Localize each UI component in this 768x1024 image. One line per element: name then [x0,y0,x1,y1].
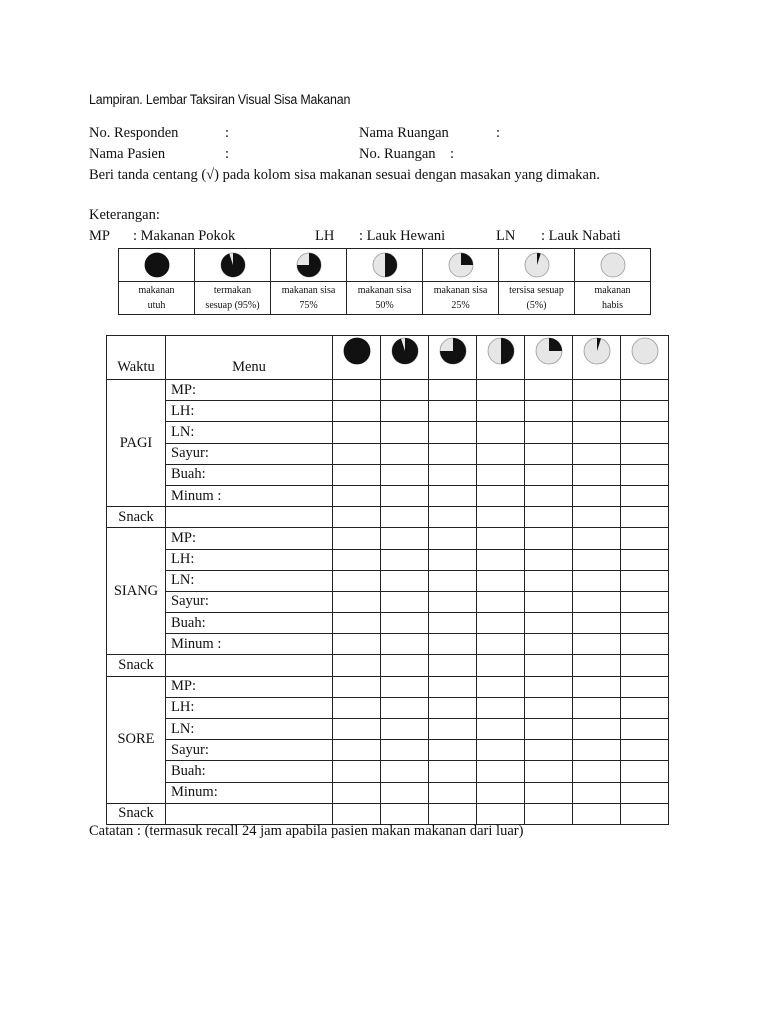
head-portion-cell [477,336,525,380]
checkbox-cell[interactable] [429,485,477,506]
checkbox-cell[interactable] [381,782,429,803]
checkbox-cell[interactable] [381,528,429,549]
checkbox-cell[interactable] [573,422,621,443]
checkbox-cell[interactable] [621,676,669,697]
lh-code: LH [315,228,335,244]
ln-code: LN [496,228,516,244]
pie-slice [549,338,562,351]
table-row [107,401,669,422]
checkbox-cell[interactable] [477,528,525,549]
menu-item-label: LH: [166,697,333,718]
head-menu: Menu [166,336,333,380]
checkbox-cell[interactable] [621,803,669,824]
checkbox-cell[interactable] [477,507,525,528]
checkbox-cell[interactable] [381,697,429,718]
checkbox-cell[interactable] [333,443,381,464]
pie-slice [461,253,473,265]
responden-label: No. Responden [89,125,179,141]
legend-label-line1: makanan sisa [281,285,336,296]
checkbox-cell[interactable] [429,697,477,718]
menu-item-label: Sayur: [166,443,333,464]
checkbox-cell[interactable] [381,719,429,740]
checkbox-cell[interactable] [525,803,573,824]
checkbox-cell[interactable] [525,528,573,549]
pie-slice [392,338,418,364]
checkbox-cell[interactable] [573,507,621,528]
checkbox-cell[interactable] [573,761,621,782]
checkbox-cell[interactable] [333,740,381,761]
checkbox-cell[interactable] [429,782,477,803]
checkbox-cell[interactable] [573,591,621,612]
legend-label-line1: tersisa sesuap [509,285,564,296]
checkbox-cell[interactable] [429,528,477,549]
menu-item-label: LN: [166,570,333,591]
checkbox-cell[interactable] [573,485,621,506]
checkbox-cell[interactable] [477,591,525,612]
legend-label-cell [119,282,195,315]
pie-slice [221,253,245,277]
checkbox-cell[interactable] [525,634,573,655]
checkbox-cell[interactable] [621,613,669,634]
legend-label-line1: makanan sisa [433,285,488,296]
pie-base [145,253,169,277]
checkbox-cell[interactable] [381,570,429,591]
legend-label-cell [195,282,271,315]
portion-pie-icon [525,337,572,365]
table-row [107,528,669,549]
checkbox-cell[interactable] [333,507,381,528]
checkbox-cell[interactable] [333,803,381,824]
snack-label: Snack [107,655,166,676]
menu-item-label: Buah: [166,613,333,634]
checkbox-cell[interactable] [429,719,477,740]
checkbox-cell[interactable] [381,613,429,634]
checkbox-cell[interactable] [621,401,669,422]
checkbox-cell[interactable] [525,655,573,676]
table-row [107,464,669,485]
instruction-text: Beri tanda centang (√) pada kolom sisa makanan sesuai dengan masakan yang dimakan. [89,167,600,183]
legend-label-line2: 25% [451,300,470,311]
checkbox-cell[interactable] [429,655,477,676]
keterangan-heading: Keterangan: [89,207,160,223]
checkbox-cell[interactable] [573,464,621,485]
snack-row [107,507,669,528]
menu-item-label: MP: [166,380,333,401]
food-waste-table [106,335,669,825]
checkbox-cell[interactable] [525,782,573,803]
checkbox-cell[interactable] [573,549,621,570]
checkbox-cell[interactable] [525,485,573,506]
checkbox-cell[interactable] [381,634,429,655]
snack-row [107,655,669,676]
checkbox-cell[interactable] [525,570,573,591]
checkbox-cell[interactable] [429,613,477,634]
session-label: PAGI [107,380,166,507]
lh-desc: : Lauk Hewani [359,228,446,244]
checkbox-cell[interactable] [525,422,573,443]
checkbox-cell[interactable] [525,761,573,782]
checkbox-cell[interactable] [429,507,477,528]
head-portion-cell [621,336,669,380]
menu-item-label: MP: [166,528,333,549]
table-row [107,422,669,443]
checkbox-cell[interactable] [477,613,525,634]
checkbox-cell[interactable] [477,422,525,443]
checkbox-cell[interactable] [477,676,525,697]
table-row [107,613,669,634]
checkbox-cell[interactable] [477,803,525,824]
legend-icon-cell [119,249,195,282]
checkbox-cell[interactable] [573,740,621,761]
checkbox-cell[interactable] [621,507,669,528]
checkbox-cell[interactable] [525,507,573,528]
checkbox-cell[interactable] [333,422,381,443]
legend-label-cell [347,282,423,315]
checkbox-cell[interactable] [429,803,477,824]
table-row [107,697,669,718]
checkbox-cell[interactable] [429,570,477,591]
checkbox-cell[interactable] [477,697,525,718]
legend-label-line2: utuh [147,300,166,311]
page-title: Lampiran. Lembar Taksiran Visual Sisa Makanan [89,92,351,107]
checkbox-cell[interactable] [429,761,477,782]
legend-icon-cell [575,249,651,282]
checkbox-cell[interactable] [381,422,429,443]
checkbox-cell[interactable] [333,655,381,676]
checkbox-cell[interactable] [333,761,381,782]
checkbox-cell[interactable] [333,676,381,697]
checkbox-cell[interactable] [477,655,525,676]
checkbox-cell[interactable] [573,380,621,401]
menu-item-label: LH: [166,401,333,422]
menu-item-label: Buah: [166,464,333,485]
checkbox-cell[interactable] [477,401,525,422]
pie-base [632,338,658,364]
checkbox-cell[interactable] [429,634,477,655]
menu-item-label: Minum: [166,782,333,803]
checkbox-cell[interactable] [525,740,573,761]
legend-label-line2: habis [601,300,624,311]
menu-item-label: LN: [166,422,333,443]
table-row [107,591,669,612]
ln-desc: : Lauk Nabati [541,228,621,244]
legend-icon-cell [195,249,271,282]
checkbox-cell[interactable] [525,591,573,612]
checkbox-cell[interactable] [381,740,429,761]
checkbox-cell[interactable] [381,464,429,485]
checkbox-cell[interactable] [429,464,477,485]
portion-pie-icon [271,252,346,278]
checkbox-cell[interactable] [333,570,381,591]
pie-slice [501,338,514,364]
checkbox-cell[interactable] [525,380,573,401]
mp-desc: : Makanan Pokok [133,228,236,244]
checkbox-cell[interactable] [429,380,477,401]
portion-pie-icon [195,252,270,278]
legend-label-line1: makanan [138,285,175,296]
checkbox-cell[interactable] [477,549,525,570]
checkbox-cell[interactable] [333,485,381,506]
checkbox-cell[interactable] [573,401,621,422]
legend-label-cell [575,282,651,315]
pasien-label: Nama Pasien [89,146,166,162]
table-row [107,380,669,401]
snack-label: Snack [107,803,166,824]
no-ruangan-label: No. Ruangan [359,146,436,162]
checkbox-cell[interactable] [573,443,621,464]
checkbox-cell[interactable] [477,634,525,655]
table-row [107,634,669,655]
checkbox-cell[interactable] [381,591,429,612]
checkbox-cell[interactable] [621,761,669,782]
menu-item-label: Sayur: [166,591,333,612]
checkbox-cell[interactable] [477,485,525,506]
legend-label-line2: (5%) [526,300,547,311]
legend-label-line1: termakan [213,285,252,296]
checkbox-cell[interactable] [621,380,669,401]
head-waktu: Waktu [107,336,166,380]
head-portion-cell [429,336,477,380]
checkbox-cell[interactable] [525,464,573,485]
session-label: SORE [107,676,166,803]
table-row [107,719,669,740]
checkbox-cell[interactable] [333,591,381,612]
checkbox-cell[interactable] [525,549,573,570]
menu-item-label: MP: [166,676,333,697]
checkbox-cell[interactable] [573,613,621,634]
portion-pie-icon [333,337,380,365]
no-ruangan-colon: : [450,146,455,162]
legend-label-line2: sesuap (95%) [205,300,260,311]
checkbox-cell[interactable] [381,676,429,697]
pie-slice [385,253,397,277]
checkbox-cell[interactable] [573,570,621,591]
checkbox-cell[interactable] [621,464,669,485]
checkbox-cell[interactable] [477,761,525,782]
checkbox-cell[interactable] [621,485,669,506]
snack-menu-cell[interactable] [166,655,333,676]
ruangan-label: Nama Ruangan [359,125,449,141]
portion-pie-icon [429,337,476,365]
menu-item-label: Sayur: [166,740,333,761]
legend-icon-cell [271,249,347,282]
checkbox-cell[interactable] [429,591,477,612]
checkbox-cell[interactable] [429,401,477,422]
head-portion-cell [333,336,381,380]
checkbox-cell[interactable] [477,782,525,803]
table-row [107,570,669,591]
legend-icon-cell [347,249,423,282]
mp-code: MP [89,228,110,244]
checkbox-cell[interactable] [621,719,669,740]
checkbox-cell[interactable] [333,549,381,570]
checkbox-cell[interactable] [429,740,477,761]
checkbox-cell[interactable] [621,697,669,718]
legend-table [118,248,651,315]
checkbox-cell[interactable] [621,443,669,464]
checkbox-cell[interactable] [381,380,429,401]
pasien-colon: : [225,146,230,162]
pie-base [344,338,370,364]
checkbox-cell[interactable] [477,380,525,401]
table-row [107,782,669,803]
checkbox-cell[interactable] [621,549,669,570]
checkbox-cell[interactable] [525,401,573,422]
table-row [107,740,669,761]
snack-menu-cell[interactable] [166,803,333,824]
checkbox-cell[interactable] [381,803,429,824]
checkbox-cell[interactable] [573,655,621,676]
checkbox-cell[interactable] [381,655,429,676]
snack-label: Snack [107,507,166,528]
checkbox-cell[interactable] [477,740,525,761]
portion-pie-icon [621,337,668,365]
checkbox-cell[interactable] [525,443,573,464]
checkbox-cell[interactable] [621,740,669,761]
table-row [107,549,669,570]
checkbox-cell[interactable] [477,570,525,591]
head-portion-cell [525,336,573,380]
legend-icon-cell [499,249,575,282]
checkbox-cell[interactable] [573,803,621,824]
checkbox-cell[interactable] [621,422,669,443]
checkbox-cell[interactable] [477,719,525,740]
portion-pie-icon [347,252,422,278]
legend-label-line2: 50% [375,300,394,311]
checkbox-cell[interactable] [525,719,573,740]
checkbox-cell[interactable] [381,549,429,570]
checkbox-cell[interactable] [477,443,525,464]
checkbox-cell[interactable] [381,761,429,782]
checkbox-cell[interactable] [333,613,381,634]
checkbox-cell[interactable] [381,401,429,422]
legend-label-line1: makanan sisa [357,285,412,296]
table-row [107,761,669,782]
menu-item-label: LN: [166,719,333,740]
checkbox-cell[interactable] [573,676,621,697]
checkbox-cell[interactable] [333,782,381,803]
portion-pie-icon [573,337,620,365]
table-row [107,676,669,697]
checkbox-cell[interactable] [525,676,573,697]
checkbox-cell[interactable] [333,380,381,401]
head-portion-cell [573,336,621,380]
table-row [107,443,669,464]
legend-label-line1: makanan [594,285,631,296]
checkbox-cell[interactable] [573,782,621,803]
legend-label-cell [423,282,499,315]
checkbox-cell[interactable] [477,464,525,485]
checkbox-cell[interactable] [621,570,669,591]
ruangan-colon: : [496,125,501,141]
snack-menu-cell[interactable] [166,507,333,528]
snack-row [107,803,669,824]
checkbox-cell[interactable] [525,613,573,634]
checkbox-cell[interactable] [573,634,621,655]
checkbox-cell[interactable] [333,697,381,718]
checkbox-cell[interactable] [429,443,477,464]
checkbox-cell[interactable] [429,549,477,570]
portion-pie-icon [381,337,428,365]
responden-colon: : [225,125,230,141]
checkbox-cell[interactable] [621,591,669,612]
checkbox-cell[interactable] [621,655,669,676]
checkbox-cell[interactable] [381,507,429,528]
legend-icon-cell [423,249,499,282]
catatan-text: Catatan : (termasuk recall 24 jam apabila pasien makan makanan dari luar) [89,823,524,839]
legend-label-cell [271,282,347,315]
checkbox-cell[interactable] [573,528,621,549]
session-label: SIANG [107,528,166,655]
menu-item-label: Buah: [166,761,333,782]
menu-item-label: Minum : [166,634,333,655]
menu-item-label: LH: [166,549,333,570]
checkbox-cell[interactable] [333,719,381,740]
checkbox-cell[interactable] [573,697,621,718]
checkbox-cell[interactable] [525,697,573,718]
legend-label-line2: 75% [299,300,318,311]
checkbox-cell[interactable] [333,634,381,655]
checkbox-cell[interactable] [573,719,621,740]
checkbox-cell[interactable] [429,676,477,697]
pie-base [601,253,625,277]
checkbox-cell[interactable] [621,528,669,549]
portion-pie-icon [423,252,498,278]
head-portion-cell [381,336,429,380]
table-row [107,485,669,506]
checkbox-cell[interactable] [621,782,669,803]
portion-pie-icon [575,252,650,278]
checkbox-cell[interactable] [621,634,669,655]
portion-pie-icon [499,252,574,278]
portion-pie-icon [477,337,524,365]
checkbox-cell[interactable] [381,443,429,464]
legend-label-cell [499,282,575,315]
checkbox-cell[interactable] [333,528,381,549]
checkbox-cell[interactable] [381,485,429,506]
menu-item-label: Minum : [166,485,333,506]
checkbox-cell[interactable] [429,422,477,443]
checkbox-cell[interactable] [333,401,381,422]
checkbox-cell[interactable] [333,464,381,485]
portion-pie-icon [119,252,194,278]
